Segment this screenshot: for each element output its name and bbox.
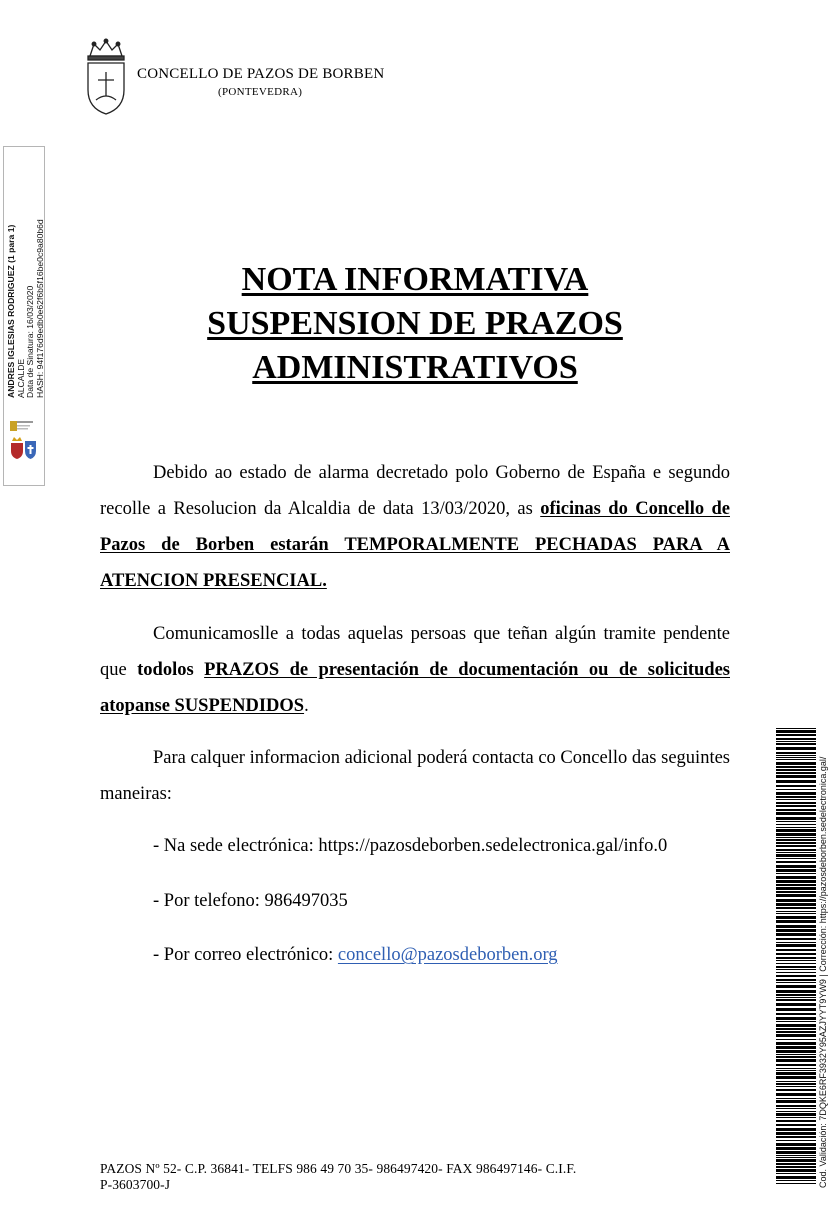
barcode-stripe xyxy=(776,1013,816,1015)
barcode-stripe xyxy=(776,949,816,951)
barcode-stripe xyxy=(776,734,816,736)
barcode-stripe xyxy=(776,1163,816,1165)
barcode-stripe xyxy=(776,1132,816,1135)
signature-details xyxy=(7,219,45,398)
barcode-stripe xyxy=(776,999,816,1001)
barcode-stripe xyxy=(776,997,816,998)
barcode-stripe xyxy=(776,1108,816,1109)
title-line-2: SUSPENSION DE PRAZOS xyxy=(207,305,623,342)
barcode-stripe xyxy=(776,821,816,822)
barcode-stripe xyxy=(776,1028,816,1030)
barcode-stripe xyxy=(776,1157,816,1158)
barcode-stripe xyxy=(776,1093,816,1096)
barcode-stripe xyxy=(776,913,816,914)
barcode-stripe xyxy=(776,780,816,783)
barcode-stripe xyxy=(776,799,816,800)
municipal-emblem-icon xyxy=(8,417,38,463)
barcode-stripe xyxy=(776,887,816,890)
barcode-stripe xyxy=(776,833,816,836)
contact-sede: - Na sede electrónica: https://pazosdeborben.sedelectronica.gal/info.0 xyxy=(153,836,668,856)
barcode-stripe xyxy=(776,1180,816,1181)
barcode-stripe xyxy=(776,899,816,902)
barcode-stripe xyxy=(776,907,816,909)
barcode-stripe xyxy=(776,812,816,815)
barcode-stripe xyxy=(776,994,816,996)
barcode-stripe xyxy=(776,1166,816,1168)
paragraph-2-end: . xyxy=(304,696,309,716)
barcode-stripe xyxy=(776,1034,816,1037)
barcode-stripe xyxy=(776,873,816,874)
paragraph-1-emphasis: oficinas do Concello de Pazos de Borben estarán TEMPORALMENTE PECHADAS PARA A ATENCION PRESENCIAL. xyxy=(100,499,730,591)
barcode-stripe xyxy=(776,985,816,988)
barcode-stripe xyxy=(776,827,816,828)
barcode-stripe xyxy=(776,969,816,970)
barcode-icon xyxy=(776,728,816,1186)
barcode-stripe xyxy=(776,817,816,820)
barcode-stripe xyxy=(776,1159,816,1162)
organization-province: (PONTEVEDRA) xyxy=(218,86,303,98)
barcode-stripe xyxy=(776,966,816,968)
barcode-stripe xyxy=(776,1070,816,1071)
barcode-stripe xyxy=(776,730,816,733)
barcode-stripe xyxy=(776,792,816,795)
barcode-stripe xyxy=(776,747,816,750)
barcode-stripe xyxy=(776,858,816,859)
barcode-stripe xyxy=(776,839,816,841)
barcode-stripe xyxy=(776,1059,816,1062)
barcode-stripe xyxy=(776,979,816,981)
barcode-stripe xyxy=(776,1111,816,1112)
barcode-stripe xyxy=(776,789,816,790)
barcode-stripe xyxy=(776,911,816,912)
barcode-stripe xyxy=(776,1117,816,1118)
barcode-stripe xyxy=(776,1151,816,1154)
title-line-3: ADMINISTRATIVOS xyxy=(252,349,578,386)
barcode-stripe xyxy=(776,849,816,851)
barcode-stripe xyxy=(776,1021,816,1022)
barcode-stripe xyxy=(776,1098,816,1099)
barcode-stripe xyxy=(776,884,816,886)
barcode-stripe xyxy=(776,894,816,897)
barcode-stripe xyxy=(776,845,816,847)
barcode-stripe xyxy=(776,1076,816,1079)
barcode-stripe xyxy=(776,842,816,844)
barcode-stripe xyxy=(776,854,816,857)
barcode-stripe xyxy=(776,852,816,853)
contact-email-label: - Por correo electrónico: xyxy=(153,945,338,965)
barcode-stripe xyxy=(776,975,816,977)
signer-role: ALCALDE xyxy=(15,358,26,398)
barcode-stripe xyxy=(776,891,816,893)
barcode-stripe xyxy=(776,1068,816,1069)
barcode-stripe xyxy=(776,785,816,787)
paragraph-1-text: Debido ao estado de alarma decretado polo Goberno de España e segundo recolle a Resolucion da Alcaldia de data 13/03/2020, as xyxy=(100,463,730,519)
paragraph-2-space xyxy=(194,660,204,680)
barcode-stripe xyxy=(776,772,816,774)
barcode-stripe xyxy=(776,1056,816,1058)
document-title xyxy=(100,258,730,390)
barcode-stripe xyxy=(776,757,816,758)
signer-name: ANDRES IGLESIAS RODRIGUEZ (1 para 1) xyxy=(6,224,16,398)
barcode-stripe xyxy=(776,1031,816,1033)
barcode-stripe xyxy=(776,769,816,771)
barcode-stripe xyxy=(776,1050,816,1053)
barcode-stripe xyxy=(776,1183,816,1184)
barcode-stripe xyxy=(776,759,816,760)
signature-hash: HASH: 94f176d9edb0e62f6b5f16be0c9a80b6d xyxy=(34,219,45,398)
barcode-stripe xyxy=(776,938,816,940)
contact-email-line xyxy=(153,937,558,973)
barcode-stripe xyxy=(776,743,816,745)
barcode-stripe xyxy=(776,1128,816,1131)
barcode-stripe xyxy=(776,738,816,740)
barcode-stripe xyxy=(776,1176,816,1179)
barcode-stripe xyxy=(776,829,816,832)
title-line-1: NOTA INFORMATIVA xyxy=(241,261,589,298)
barcode-stripe xyxy=(776,929,816,932)
paragraph-office-closure xyxy=(100,455,730,599)
barcode-stripe xyxy=(776,755,816,756)
signature-date: Data de Sinatura: 16/03/2020 xyxy=(25,285,36,398)
barcode-stripe xyxy=(776,1086,816,1087)
barcode-stripe xyxy=(776,1054,816,1055)
barcode-stripe xyxy=(776,802,816,804)
barcode-stripe xyxy=(776,1169,816,1172)
barcode-stripe xyxy=(776,942,816,943)
page-footer xyxy=(100,1161,700,1193)
barcode-stripe xyxy=(776,1113,816,1116)
barcode-stripe xyxy=(776,933,816,936)
barcode-stripe xyxy=(776,805,816,807)
barcode-stripe xyxy=(776,916,816,919)
contact-phone: - Por telefono: 986497035 xyxy=(153,891,348,911)
barcode-stripe xyxy=(776,944,816,947)
barcode-stripe xyxy=(776,876,816,879)
contact-email-link[interactable]: concello@pazosdeborben.org xyxy=(337,945,558,965)
barcode-stripe xyxy=(776,920,816,923)
paragraph-contact-intro: Para calquer informacion adicional poderá contacta co Concello das seguintes maneiras: xyxy=(100,748,730,804)
barcode-stripe xyxy=(776,1003,816,1006)
barcode-stripe xyxy=(776,982,816,983)
coat-of-arms-icon xyxy=(84,38,128,116)
barcode-stripe xyxy=(776,766,816,768)
barcode-stripe xyxy=(776,1147,816,1150)
barcode-stripe xyxy=(776,728,816,729)
barcode-stripe xyxy=(776,1017,816,1020)
barcode-stripe xyxy=(776,1124,816,1126)
barcode-stripe xyxy=(776,880,816,883)
barcode-stripe xyxy=(776,837,816,838)
paragraph-2-text: Comunicamoslle a todas aquelas persoas que teñan algún tramite pendente que xyxy=(100,624,730,680)
barcode-stripe xyxy=(776,925,816,928)
barcode-stripe xyxy=(776,963,816,964)
barcode-stripe xyxy=(776,861,816,863)
organization-name: CONCELLO DE PAZOS DE BORBEN xyxy=(137,66,385,82)
barcode-stripe xyxy=(776,953,816,955)
barcode-stripe xyxy=(776,1155,816,1156)
barcode-stripe xyxy=(776,1136,816,1138)
barcode-stripe xyxy=(776,1120,816,1122)
barcode-stripe xyxy=(776,741,816,742)
barcode-stripe xyxy=(776,775,816,778)
paragraph-2-emphasis: PRAZOS de presentación de documentación ou de solicitudes atopanse SUSPENDIDOS xyxy=(100,660,730,716)
barcode-stripe xyxy=(776,1089,816,1091)
barcode-stripe xyxy=(776,957,816,959)
barcode-stripe xyxy=(776,1143,816,1146)
barcode-stripe xyxy=(776,865,816,868)
barcode-stripe xyxy=(776,1064,816,1066)
validation-code: Cod. Validación: 7DQKE6RF3932Y95AZJYYT9YW9 | Corrección: https://pazosdeborben.sedelectronica.gal/ xyxy=(818,756,828,1188)
barcode-stripe xyxy=(776,1140,816,1141)
barcode-stripe xyxy=(776,824,816,825)
barcode-stripe xyxy=(776,1042,816,1045)
barcode-stripe xyxy=(776,809,816,811)
paragraph-deadlines-suspended xyxy=(100,616,730,724)
barcode-stripe xyxy=(776,1083,816,1085)
barcode-stripe xyxy=(776,1081,816,1082)
barcode-stripe xyxy=(776,752,816,754)
paragraph-2-bold: todolos xyxy=(137,660,194,680)
barcode-stripe xyxy=(776,990,816,993)
barcode-stripe xyxy=(776,960,816,961)
barcode-stripe xyxy=(776,1100,816,1103)
barcode-stripe xyxy=(776,869,816,872)
barcode-stripe xyxy=(776,1024,816,1027)
barcode-stripe xyxy=(776,762,816,765)
footer-cif: P-3603700-J xyxy=(100,1177,171,1192)
barcode-stripe xyxy=(776,1105,816,1107)
barcode-stripe xyxy=(776,1008,816,1011)
barcode-stripe xyxy=(776,1046,816,1049)
barcode-stripe xyxy=(776,1072,816,1075)
barcode-stripe xyxy=(776,1039,816,1040)
barcode-stripe xyxy=(776,972,816,973)
footer-address: PAZOS Nº 52- C.P. 36841- TELFS 986 49 70 35- 986497420- FAX 986497146- C.I.F. xyxy=(100,1161,577,1176)
barcode-stripe xyxy=(776,796,816,798)
barcode-stripe xyxy=(776,1173,816,1174)
barcode-stripe xyxy=(776,903,816,906)
